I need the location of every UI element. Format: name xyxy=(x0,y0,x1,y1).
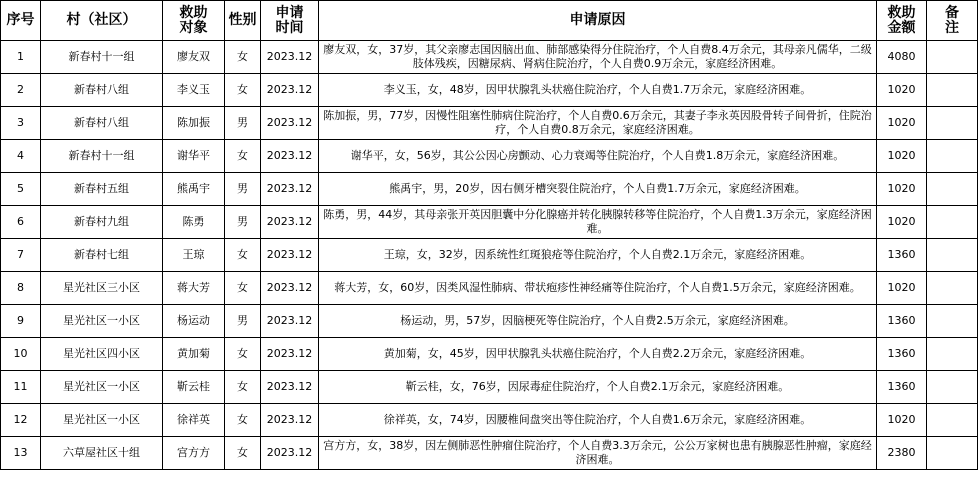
table-row xyxy=(1,371,978,404)
cell-village: 新春村五组 xyxy=(41,173,163,206)
cell-village: 新春村八组 xyxy=(41,74,163,107)
header-amount xyxy=(877,1,927,41)
cell-village: 星光社区一小区 xyxy=(41,305,163,338)
cell-reason: 廖友双，女，37岁，其父亲廖志国因脑出血、肺部感染得分住院治疗，个人自费8.4万余元，其母亲凡儒华，二级肢体残疾，因糖尿病、肾病住院治疗，个人自费0.9万余元，家庭经济困难。 xyxy=(319,41,877,74)
cell-reason: 黄加菊，女，45岁，因甲状腺乳头状癌住院治疗，个人自费2.2万余元，家庭经济困难。 xyxy=(319,338,877,371)
table-row xyxy=(1,338,978,371)
cell-seq: 2 xyxy=(1,74,41,107)
table-body xyxy=(1,41,978,470)
header-time xyxy=(261,1,319,41)
cell-amount: 1360 xyxy=(877,338,927,371)
cell-seq: 4 xyxy=(1,140,41,173)
cell-recipient-name: 蒋大芳 xyxy=(163,272,225,305)
table-row xyxy=(1,272,978,305)
header-time-line1: 申请 xyxy=(275,4,304,21)
cell-amount: 2380 xyxy=(877,437,927,470)
cell-gender: 男 xyxy=(225,206,261,239)
cell-reason: 杨运动，男，57岁，因脑梗死等住院治疗，个人自费2.5万余元，家庭经济困难。 xyxy=(319,305,877,338)
cell-apply-time: 2023.12 xyxy=(261,305,319,338)
cell-recipient-name: 廖友双 xyxy=(163,41,225,74)
table-row xyxy=(1,206,978,239)
cell-seq: 12 xyxy=(1,404,41,437)
header-amount-line2: 金额 xyxy=(887,19,916,36)
cell-amount: 1360 xyxy=(877,239,927,272)
cell-seq: 9 xyxy=(1,305,41,338)
cell-seq: 11 xyxy=(1,371,41,404)
cell-amount: 1020 xyxy=(877,173,927,206)
cell-gender: 女 xyxy=(225,74,261,107)
cell-reason: 李义玉，女，48岁，因甲状腺乳头状癌住院治疗，个人自费1.7万余元，家庭经济困难。 xyxy=(319,74,877,107)
table-header xyxy=(1,1,978,41)
cell-village: 星光社区一小区 xyxy=(41,371,163,404)
table-row xyxy=(1,41,978,74)
cell-note xyxy=(927,371,978,404)
cell-reason: 王琼，女，32岁，因系统性红斑狼疮等住院治疗，个人自费2.1万余元，家庭经济困难。 xyxy=(319,239,877,272)
header-recipient-line1: 救助 xyxy=(179,4,208,21)
cell-village: 新春村七组 xyxy=(41,239,163,272)
cell-note xyxy=(927,272,978,305)
cell-gender: 女 xyxy=(225,41,261,74)
cell-note xyxy=(927,173,978,206)
cell-amount: 1020 xyxy=(877,206,927,239)
cell-recipient-name: 徐祥英 xyxy=(163,404,225,437)
table-row xyxy=(1,437,978,470)
header-seq: 序号 xyxy=(1,1,41,41)
cell-reason: 谢华平，女，56岁，其公公因心房颤动、心力衰竭等住院治疗，个人自费1.8万余元，家庭经济困难。 xyxy=(319,140,877,173)
cell-apply-time: 2023.12 xyxy=(261,140,319,173)
cell-reason: 蒋大芳，女，60岁，因类风湿性肺病、带状疱疹性神经痛等住院治疗，个人自费1.5万余元，家庭经济困难。 xyxy=(319,272,877,305)
cell-reason: 徐祥英，女，74岁，因腰椎间盘突出等住院治疗，个人自费1.6万余元，家庭经济困难。 xyxy=(319,404,877,437)
cell-village: 新春村十一组 xyxy=(41,140,163,173)
cell-village: 六草屋社区十组 xyxy=(41,437,163,470)
header-note-line1: 备 xyxy=(945,4,959,21)
cell-village: 星光社区三小区 xyxy=(41,272,163,305)
table-row xyxy=(1,140,978,173)
header-village: 村（社区） xyxy=(41,1,163,41)
cell-apply-time: 2023.12 xyxy=(261,272,319,305)
header-recipient-line2: 对象 xyxy=(179,19,208,36)
cell-amount: 1360 xyxy=(877,371,927,404)
cell-apply-time: 2023.12 xyxy=(261,173,319,206)
table-row xyxy=(1,404,978,437)
cell-gender: 女 xyxy=(225,404,261,437)
cell-recipient-name: 杨运动 xyxy=(163,305,225,338)
cell-note xyxy=(927,305,978,338)
cell-note xyxy=(927,338,978,371)
cell-village: 新春村十一组 xyxy=(41,41,163,74)
cell-gender: 男 xyxy=(225,173,261,206)
table-row xyxy=(1,173,978,206)
cell-recipient-name: 谢华平 xyxy=(163,140,225,173)
cell-apply-time: 2023.12 xyxy=(261,41,319,74)
header-note xyxy=(927,1,978,41)
cell-village: 新春村九组 xyxy=(41,206,163,239)
cell-reason: 陈加振，男，77岁，因慢性阻塞性肺病住院治疗，个人自费0.6万余元，其妻子李永英因股骨转子间骨折，住院治疗，个人自费0.8万余元，家庭经济困难。 xyxy=(319,107,877,140)
cell-amount: 1020 xyxy=(877,74,927,107)
cell-apply-time: 2023.12 xyxy=(261,338,319,371)
table-row xyxy=(1,74,978,107)
cell-apply-time: 2023.12 xyxy=(261,437,319,470)
cell-apply-time: 2023.12 xyxy=(261,239,319,272)
cell-seq: 8 xyxy=(1,272,41,305)
table-row xyxy=(1,107,978,140)
cell-amount: 1020 xyxy=(877,272,927,305)
cell-apply-time: 2023.12 xyxy=(261,206,319,239)
cell-gender: 女 xyxy=(225,437,261,470)
cell-amount: 1020 xyxy=(877,107,927,140)
cell-gender: 男 xyxy=(225,107,261,140)
table-row xyxy=(1,305,978,338)
cell-seq: 10 xyxy=(1,338,41,371)
cell-apply-time: 2023.12 xyxy=(261,371,319,404)
cell-recipient-name: 黄加菊 xyxy=(163,338,225,371)
cell-amount: 4080 xyxy=(877,41,927,74)
header-reason: 申请原因 xyxy=(319,1,877,41)
cell-recipient-name: 李义玉 xyxy=(163,74,225,107)
cell-note xyxy=(927,140,978,173)
cell-seq: 7 xyxy=(1,239,41,272)
cell-note xyxy=(927,404,978,437)
header-amount-line1: 救助 xyxy=(887,4,916,21)
cell-gender: 女 xyxy=(225,272,261,305)
header-note-line2: 注 xyxy=(945,19,959,36)
cell-recipient-name: 王琼 xyxy=(163,239,225,272)
header-time-line2: 时间 xyxy=(275,19,304,36)
header-gender: 性别 xyxy=(225,1,261,41)
cell-note xyxy=(927,206,978,239)
cell-recipient-name: 陈加振 xyxy=(163,107,225,140)
cell-recipient-name: 宫方方 xyxy=(163,437,225,470)
cell-amount: 1360 xyxy=(877,305,927,338)
cell-apply-time: 2023.12 xyxy=(261,74,319,107)
header-recipient xyxy=(163,1,225,41)
cell-note xyxy=(927,437,978,470)
cell-note xyxy=(927,239,978,272)
cell-recipient-name: 陈勇 xyxy=(163,206,225,239)
cell-note xyxy=(927,41,978,74)
table-row xyxy=(1,239,978,272)
cell-reason: 陈勇，男，44岁，其母亲张开英因胆囊中分化腺癌并转化胰腺转移等住院治疗，个人自费1.3万余元，家庭经济困难。 xyxy=(319,206,877,239)
cell-note xyxy=(927,74,978,107)
cell-reason: 熊禹宇，男，20岁，因右侧牙槽突裂住院治疗，个人自费1.7万余元，家庭经济困难。 xyxy=(319,173,877,206)
cell-seq: 5 xyxy=(1,173,41,206)
cell-seq: 3 xyxy=(1,107,41,140)
cell-amount: 1020 xyxy=(877,404,927,437)
cell-reason: 宫方方，女，38岁，因左侧肺恶性肿瘤住院治疗，个人自费3.3万余元，公公万家树也患有胰腺恶性肿瘤，家庭经济困难。 xyxy=(319,437,877,470)
cell-village: 新春村八组 xyxy=(41,107,163,140)
cell-village: 星光社区四小区 xyxy=(41,338,163,371)
cell-reason: 靳云桂，女，76岁，因尿毒症住院治疗，个人自费2.1万余元，家庭经济困难。 xyxy=(319,371,877,404)
cell-recipient-name: 靳云桂 xyxy=(163,371,225,404)
cell-gender: 女 xyxy=(225,140,261,173)
cell-apply-time: 2023.12 xyxy=(261,107,319,140)
cell-village: 星光社区一小区 xyxy=(41,404,163,437)
cell-gender: 女 xyxy=(225,239,261,272)
cell-seq: 6 xyxy=(1,206,41,239)
cell-gender: 女 xyxy=(225,338,261,371)
cell-recipient-name: 熊禹宇 xyxy=(163,173,225,206)
cell-amount: 1020 xyxy=(877,140,927,173)
cell-gender: 男 xyxy=(225,305,261,338)
cell-apply-time: 2023.12 xyxy=(261,404,319,437)
cell-seq: 1 xyxy=(1,41,41,74)
cell-gender: 女 xyxy=(225,371,261,404)
cell-note xyxy=(927,107,978,140)
cell-seq: 13 xyxy=(1,437,41,470)
